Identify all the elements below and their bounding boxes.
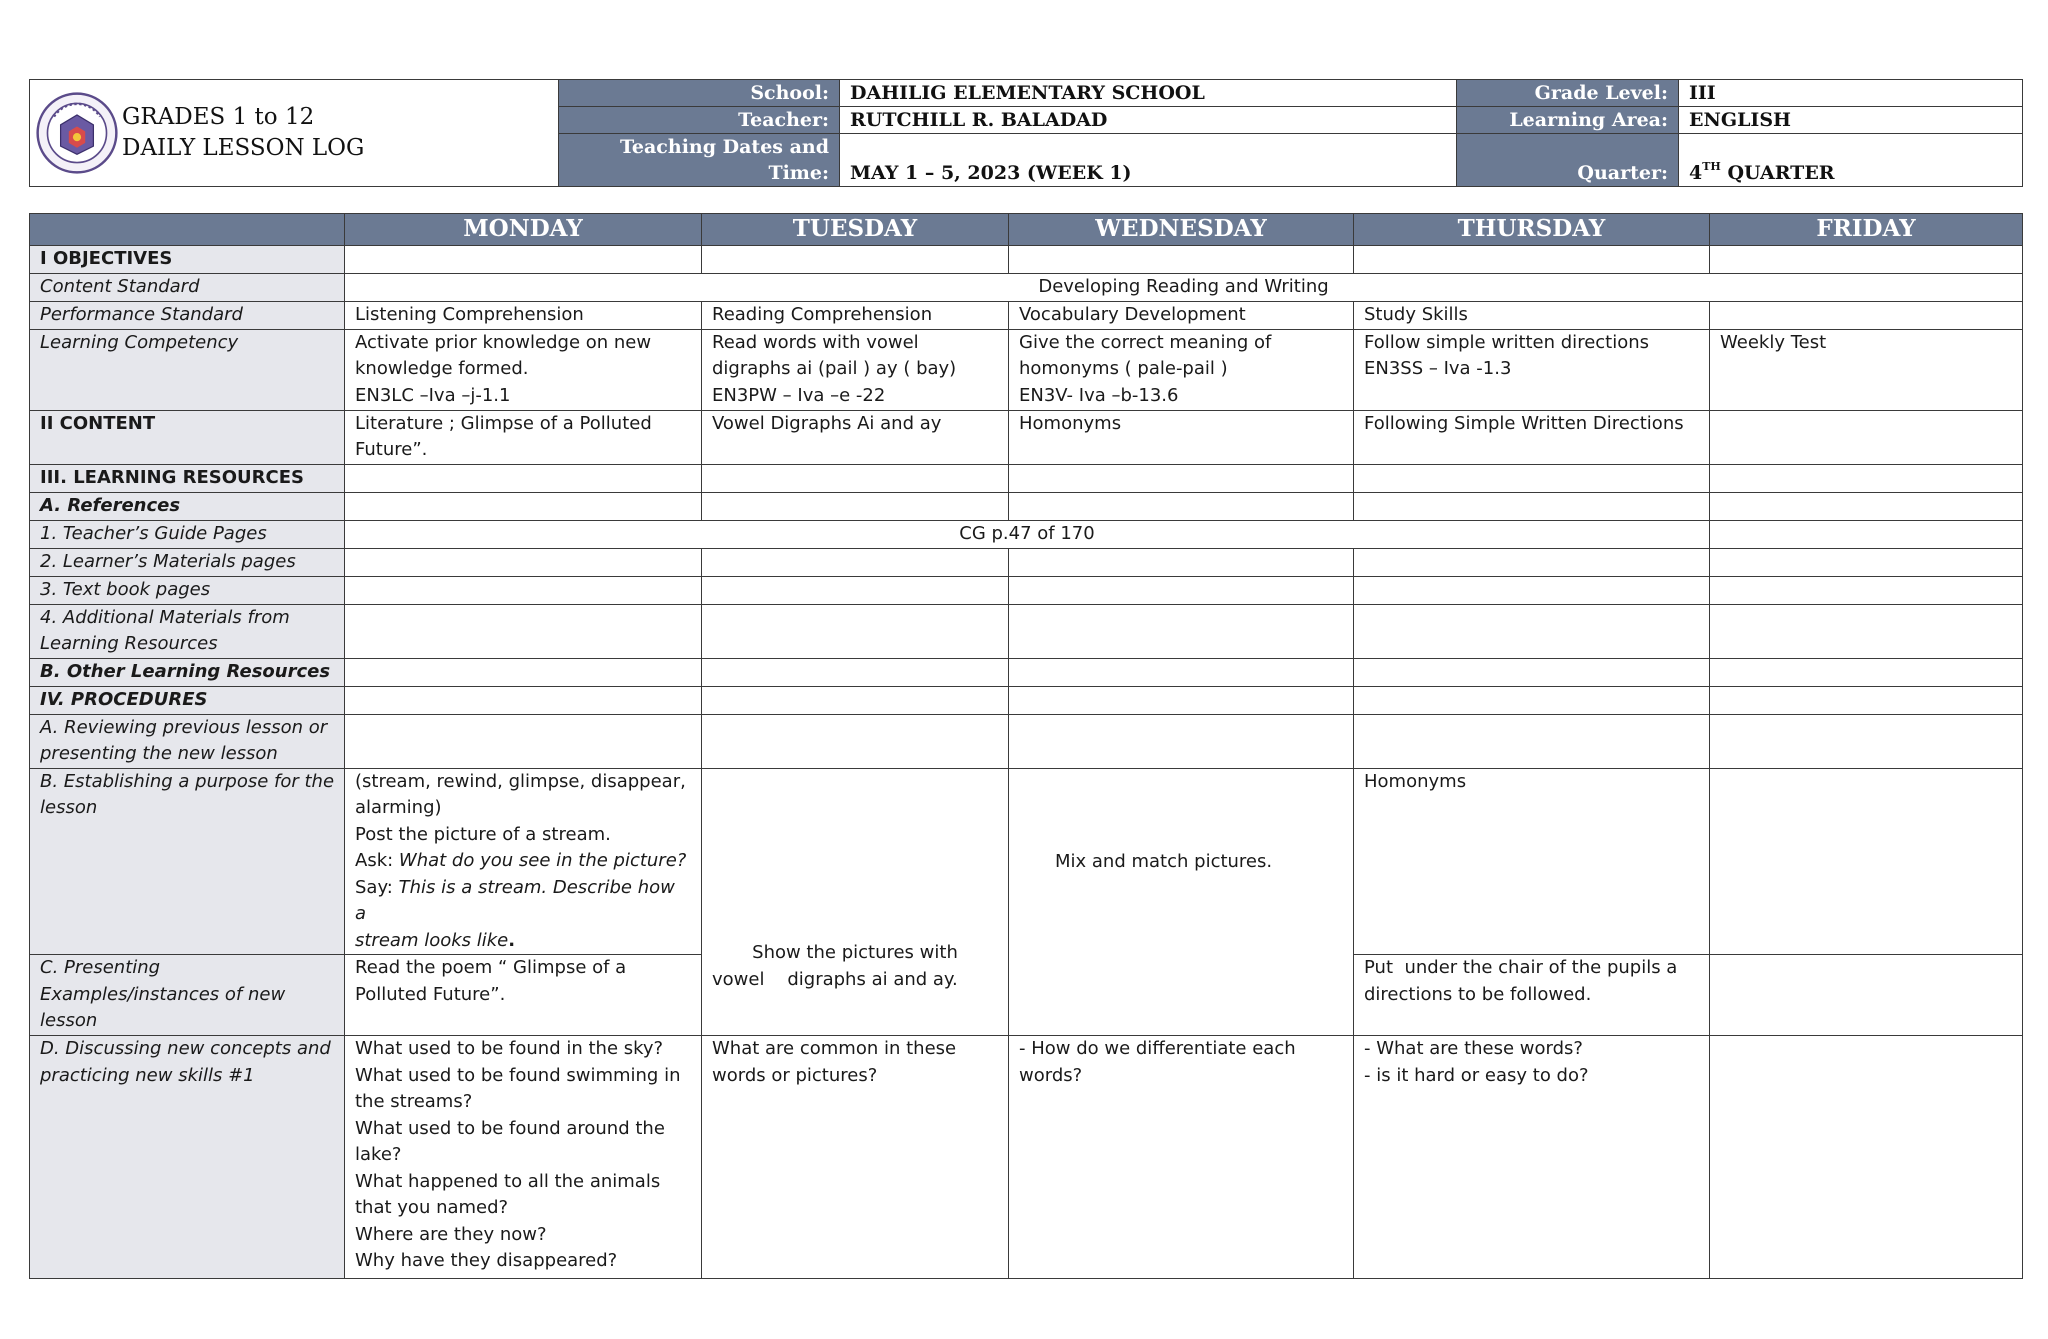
content-monday xyxy=(345,410,702,464)
ask-prefix: Ask: xyxy=(355,850,399,871)
say-end: . xyxy=(508,929,516,951)
table-row xyxy=(30,548,2023,576)
day-header-tuesday: TUESDAY xyxy=(702,214,1009,246)
row-label-content: II CONTENT xyxy=(30,410,345,464)
discussing-wednesday xyxy=(1009,1036,1354,1279)
text-line: What used to be found around the xyxy=(355,1117,665,1139)
cell-empty xyxy=(702,686,1009,714)
text-line: Give the correct meaning of xyxy=(1019,331,1272,353)
performance-thursday: Study Skills xyxy=(1354,301,1710,329)
cell-empty xyxy=(345,492,702,520)
text-line: What happened to all the animals xyxy=(355,1170,661,1192)
performance-monday: Listening Comprehension xyxy=(345,301,702,329)
cell-empty xyxy=(1354,492,1710,520)
text-line: directions to be followed. xyxy=(1364,983,1592,1005)
table-row xyxy=(30,410,2023,464)
text-line: presenting the new lesson xyxy=(40,743,278,764)
content-wednesday: Homonyms xyxy=(1009,410,1354,464)
cell-empty xyxy=(345,604,702,658)
say-line-2 xyxy=(355,928,691,955)
teaching-dates-label xyxy=(559,134,840,187)
grade-level-label: Grade Level: xyxy=(1457,80,1679,107)
row-label-procedures: IV. PROCEDURES xyxy=(30,686,345,714)
cell-empty xyxy=(1710,576,2023,604)
text-line: Read the poem “ Glimpse of a xyxy=(355,957,627,978)
day-header-thursday: THURSDAY xyxy=(1354,214,1710,246)
text-line: lesson xyxy=(40,1010,98,1031)
row-label-objectives: I OBJECTIVES xyxy=(30,246,345,274)
teacher-label: Teacher: xyxy=(559,107,840,134)
cell-empty xyxy=(1710,464,2023,492)
cell-empty xyxy=(1710,410,2023,464)
quarter-word: QUARTER xyxy=(1720,162,1835,184)
competency-friday: Weekly Test xyxy=(1710,329,2023,410)
table-row xyxy=(30,714,2023,768)
learning-area-label: Learning Area: xyxy=(1457,107,1679,134)
text-line: homonyms ( pale-pail ) xyxy=(1019,358,1228,379)
text-line: D. Discussing new concepts and xyxy=(40,1038,331,1059)
cell-empty xyxy=(1354,548,1710,576)
deped-seal-icon xyxy=(36,92,118,174)
day-header-wednesday: WEDNESDAY xyxy=(1009,214,1354,246)
cell-empty xyxy=(1354,604,1710,658)
presenting-monday xyxy=(345,955,702,1036)
text-line: Read words with vowel xyxy=(712,331,919,353)
text-line: B. Establishing a purpose for the xyxy=(40,770,335,792)
performance-wednesday: Vocabulary Development xyxy=(1009,301,1354,329)
text-line: Show the pictures with xyxy=(752,942,958,964)
text-line: words? xyxy=(1019,1064,1083,1086)
row-label-content-standard: Content Standard xyxy=(30,273,345,301)
daily-lesson-log-table xyxy=(29,213,2023,1279)
header-title-line1: GRADES 1 to 12 xyxy=(122,104,315,130)
cell-empty xyxy=(1009,604,1354,658)
say-text-2: stream looks like xyxy=(355,929,509,951)
cell-empty xyxy=(1354,686,1710,714)
table-row xyxy=(30,273,2023,301)
quarter-value xyxy=(1679,134,2023,187)
text-line: 4. Additional Materials from xyxy=(40,606,290,628)
row-label-learners-materials: 2. Learner’s Materials pages xyxy=(30,548,345,576)
teacher-value: RUTCHILL R. BALADAD xyxy=(840,107,1457,134)
text-line: words or pictures? xyxy=(712,1064,878,1086)
cell-empty xyxy=(345,548,702,576)
performance-friday xyxy=(1710,301,2023,329)
cell-empty xyxy=(1354,576,1710,604)
school-value: DAHILIG ELEMENTARY SCHOOL xyxy=(840,80,1457,107)
cell-empty xyxy=(1710,604,2023,658)
cell-empty xyxy=(1710,955,2023,1036)
row-label-learning-resources: III. LEARNING RESOURCES xyxy=(30,464,345,492)
competency-monday xyxy=(345,329,702,410)
say-text: This is a stream. Describe how a xyxy=(355,876,675,924)
text-line: Activate prior knowledge on new xyxy=(355,331,652,353)
discussing-tuesday xyxy=(702,1036,1009,1279)
cell-empty xyxy=(345,246,702,274)
row-label-reviewing xyxy=(30,714,345,768)
text-line: Literature ; Glimpse of a Polluted xyxy=(355,412,652,434)
text-line: alarming) xyxy=(355,797,442,818)
cell-empty xyxy=(1009,548,1354,576)
cell-empty xyxy=(1009,464,1354,492)
text-line: What used to be found swimming in xyxy=(355,1064,681,1086)
day-header-monday: MONDAY xyxy=(345,214,702,246)
text-line: Post the picture of a stream. xyxy=(355,823,611,845)
cell-empty xyxy=(1354,464,1710,492)
header-corner-cell xyxy=(30,214,345,246)
text-line: the streams? xyxy=(355,1091,473,1112)
teachers-guide-value: CG p.47 of 170 xyxy=(345,520,1710,548)
table-row xyxy=(30,686,2023,714)
cell-empty xyxy=(345,658,702,686)
text-line: Learning Resources xyxy=(40,633,218,654)
say-prefix: Say: xyxy=(355,876,399,898)
cell-empty xyxy=(1354,714,1710,768)
text-line: Mix and match pictures. xyxy=(1055,850,1273,872)
text-line: Follow simple written directions xyxy=(1364,331,1650,353)
establishing-monday xyxy=(345,768,702,955)
cell-empty xyxy=(702,576,1009,604)
cell-empty xyxy=(702,604,1009,658)
discussing-monday xyxy=(345,1036,702,1279)
day-header-friday: FRIDAY xyxy=(1710,214,2023,246)
content-standard-value: Developing Reading and Writing xyxy=(345,273,2023,301)
table-row xyxy=(30,604,2023,658)
cell-empty xyxy=(1710,548,2023,576)
header-title-line2: DAILY LESSON LOG xyxy=(122,135,365,161)
text-line: - What are these words? xyxy=(1364,1038,1583,1059)
cell-empty xyxy=(702,548,1009,576)
cell-empty xyxy=(1710,1036,2023,1279)
text-line: What are common in these xyxy=(712,1038,957,1059)
cell-empty xyxy=(1009,658,1354,686)
cell-empty xyxy=(702,464,1009,492)
header-title-cell xyxy=(30,80,559,187)
text-line: Put under the chair of the pupils a xyxy=(1364,957,1678,978)
presenting-tuesday xyxy=(702,768,1009,1036)
cell-empty xyxy=(1710,768,2023,955)
table-row xyxy=(30,246,2023,274)
text-line: Future”. xyxy=(355,439,428,460)
cell-empty xyxy=(1009,492,1354,520)
days-header-row xyxy=(30,214,2023,246)
text-line: EN3V- Iva –b-13.6 xyxy=(1019,384,1179,406)
cell-empty xyxy=(1710,686,2023,714)
cell-empty xyxy=(345,714,702,768)
row-label-teachers-guide: 1. Teacher’s Guide Pages xyxy=(30,520,345,548)
cell-empty xyxy=(1710,520,2023,548)
content-tuesday: Vowel Digraphs Ai and ay xyxy=(702,410,1009,464)
table-row xyxy=(30,329,2023,410)
cell-empty xyxy=(1354,658,1710,686)
cell-empty xyxy=(1009,246,1354,274)
lesson-log-header xyxy=(29,79,2023,187)
learning-area-value: ENGLISH xyxy=(1679,107,2023,134)
row-label-performance-standard: Performance Standard xyxy=(30,301,345,329)
text-line: lake? xyxy=(355,1144,402,1165)
text-line: - is it hard or easy to do? xyxy=(1364,1064,1589,1086)
text-line: EN3LC –Iva –j-1.1 xyxy=(355,384,511,406)
text-line: C. Presenting xyxy=(40,957,161,978)
text-line: Examples/instances of new xyxy=(40,983,286,1005)
table-row xyxy=(30,520,2023,548)
text-line: vowel digraphs ai and ay. xyxy=(712,968,958,990)
row-label-references: A. References xyxy=(30,492,345,520)
row-label-establishing xyxy=(30,768,345,955)
establishing-thursday: Homonyms xyxy=(1354,768,1710,955)
row-label-learning-competency: Learning Competency xyxy=(30,329,345,410)
table-row xyxy=(30,1036,2023,1279)
cell-empty xyxy=(345,464,702,492)
cell-empty xyxy=(345,686,702,714)
teaching-dates-label-line1: Teaching Dates and xyxy=(619,136,829,158)
quarter-number: 4 xyxy=(1689,162,1703,184)
cell-empty xyxy=(1354,246,1710,274)
text-line: digraphs ai (pail ) ay ( bay) xyxy=(712,358,957,379)
competency-wednesday xyxy=(1009,329,1354,410)
text-line: Where are they now? xyxy=(355,1223,547,1245)
presenting-thursday xyxy=(1354,955,1710,1036)
school-label: School: xyxy=(559,80,840,107)
text-line: - How do we differentiate each xyxy=(1019,1038,1296,1059)
row-label-discussing xyxy=(30,1036,345,1279)
text-line: practicing new skills #1 xyxy=(40,1064,255,1086)
cell-empty xyxy=(702,492,1009,520)
text-line: A. Reviewing previous lesson or xyxy=(40,716,328,738)
table-row xyxy=(30,301,2023,329)
quarter-superscript: TH xyxy=(1702,160,1721,173)
cell-empty xyxy=(702,714,1009,768)
cell-empty xyxy=(1009,576,1354,604)
discussing-thursday xyxy=(1354,1036,1710,1279)
cell-empty xyxy=(702,246,1009,274)
performance-tuesday: Reading Comprehension xyxy=(702,301,1009,329)
ask-question: What do you see in the picture? xyxy=(398,850,687,871)
competency-thursday xyxy=(1354,329,1710,410)
content-thursday: Following Simple Written Directions xyxy=(1354,410,1710,464)
text-line: knowledge formed. xyxy=(355,358,529,379)
text-line: What used to be found in the sky? xyxy=(355,1038,664,1059)
text-line: lesson xyxy=(40,797,98,818)
text-line: (stream, rewind, glimpse, disappear, xyxy=(355,770,686,792)
establishing-wednesday xyxy=(1009,768,1354,1036)
text-line: that you named? xyxy=(355,1197,509,1218)
text-line: Why have they disappeared? xyxy=(355,1250,618,1271)
text-line: EN3SS – Iva -1.3 xyxy=(1364,358,1512,379)
cell-empty xyxy=(1009,714,1354,768)
row-label-other-resources: B. Other Learning Resources xyxy=(30,658,345,686)
table-row xyxy=(30,464,2023,492)
teaching-dates-label-line2: Time: xyxy=(768,162,829,184)
ask-line xyxy=(355,848,691,875)
table-row xyxy=(30,768,2023,955)
cell-empty xyxy=(1009,686,1354,714)
table-row xyxy=(30,658,2023,686)
cell-empty xyxy=(1710,658,2023,686)
teaching-dates-value: MAY 1 – 5, 2023 (WEEK 1) xyxy=(840,134,1457,187)
quarter-label: Quarter: xyxy=(1457,134,1679,187)
text-line: EN3PW – Iva –e -22 xyxy=(712,384,886,406)
row-label-additional-materials xyxy=(30,604,345,658)
say-line xyxy=(355,875,691,928)
cell-empty xyxy=(1710,246,2023,274)
table-row xyxy=(30,492,2023,520)
cell-empty xyxy=(345,576,702,604)
grade-level-value: III xyxy=(1679,80,2023,107)
row-label-presenting xyxy=(30,955,345,1036)
competency-tuesday xyxy=(702,329,1009,410)
table-row xyxy=(30,576,2023,604)
cell-empty xyxy=(1710,714,2023,768)
row-label-textbook: 3. Text book pages xyxy=(30,576,345,604)
cell-empty xyxy=(702,658,1009,686)
cell-empty xyxy=(1710,492,2023,520)
text-line: Polluted Future”. xyxy=(355,983,506,1005)
